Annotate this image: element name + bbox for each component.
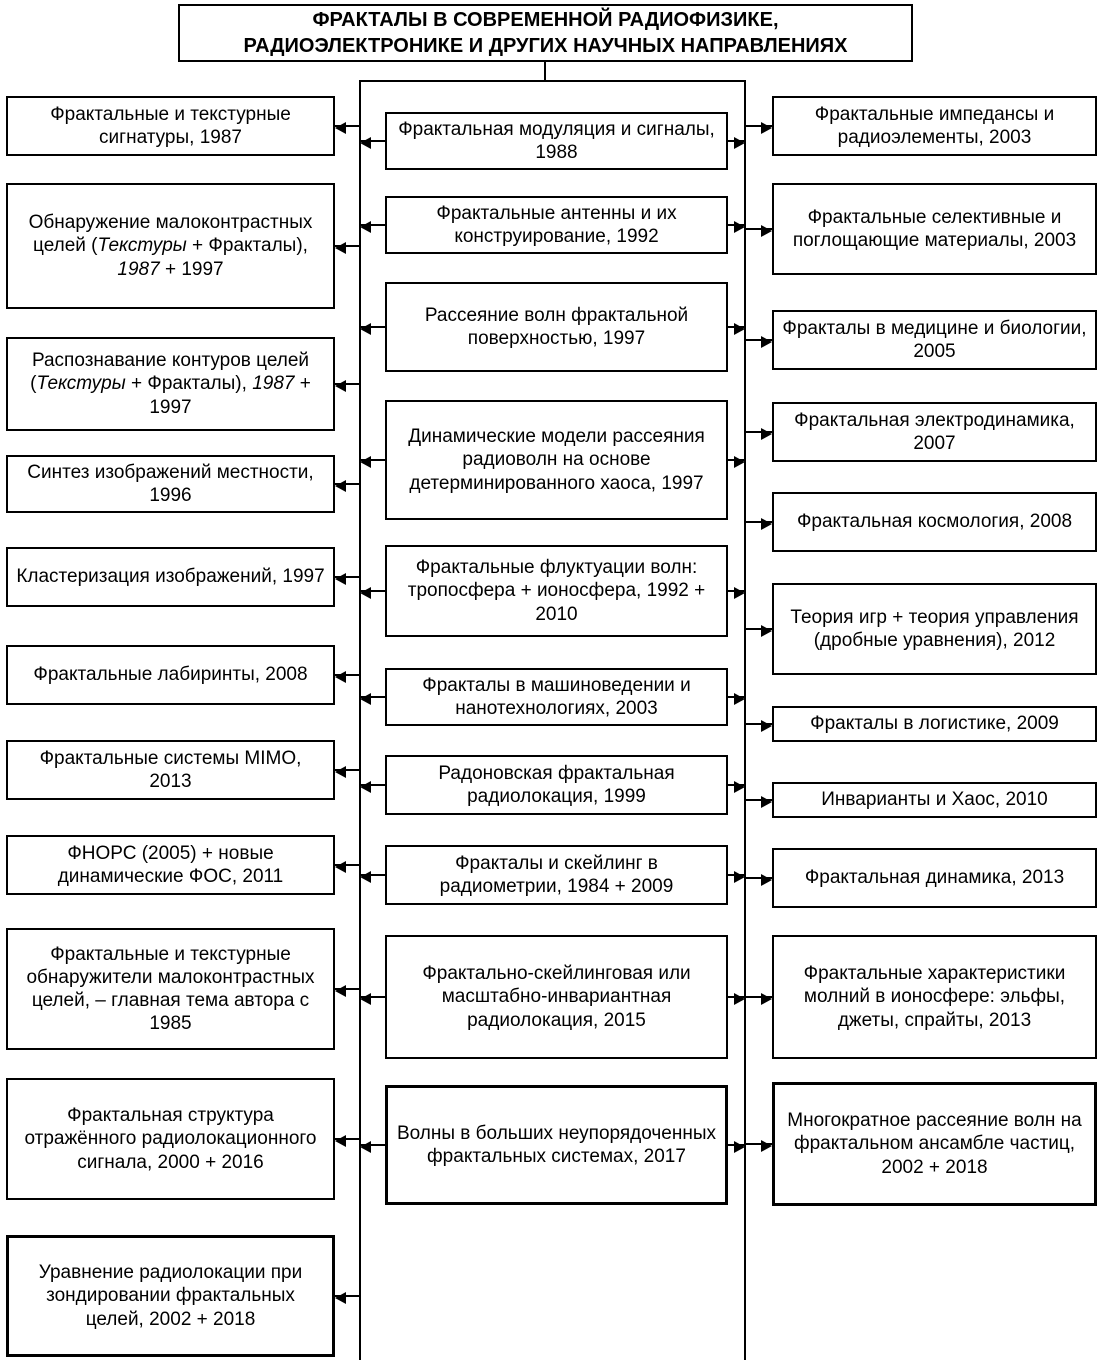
arrow-right-11 (745, 1143, 772, 1145)
node-text: Волны в больших неупорядоченных фрактальных системах, 2017 (396, 1122, 717, 1167)
arrow-left-9 (335, 988, 360, 990)
arrow-mid-right-3 (728, 326, 745, 328)
node-text: Фракталы в машиноведении и нанотехнологиях, 2003 (422, 674, 691, 719)
arrow-right-3 (745, 339, 772, 341)
node-text: Рассеяние волн фрактальной поверхностью, 1997 (424, 304, 689, 349)
arrow-mid-right-1 (728, 140, 745, 142)
arrow-mid-right-2 (728, 224, 745, 226)
arrow-mid-left-4 (360, 459, 385, 461)
node-mid-disordered-systems-waves (385, 1085, 728, 1205)
node-text: Обнаружение малоконтрастных целей (Текстуры + Фракталы), 1987 + 1997 (28, 212, 313, 280)
node-mid-radon-radar (385, 755, 728, 815)
node-right-lightning (772, 935, 1097, 1059)
arrow-left-3 (335, 383, 360, 385)
node-text: Фрактальные и текстурные обнаружители малоконтрастных целей, – главная тема автора с 1985 (26, 943, 315, 1035)
node-text: Фрактальные селективные и поглощающие материалы, 2003 (792, 206, 1077, 251)
arrow-left-6 (335, 674, 360, 676)
arrow-left-4 (335, 483, 360, 485)
node-right-electrodynamics (772, 402, 1097, 462)
arrow-mid-left-3 (360, 326, 385, 328)
arrow-mid-left-7 (360, 784, 385, 786)
arrow-right-4 (745, 431, 772, 433)
node-right-impedances (772, 96, 1097, 156)
node-left-signatures (6, 96, 335, 156)
arrow-mid-right-6 (728, 696, 745, 698)
arrow-mid-left-1 (360, 140, 385, 142)
trunk-left-line (359, 80, 361, 1360)
node-left-image-clustering (6, 547, 335, 607)
node-text: Фракталы в медицине и биологии, 2005 (782, 317, 1087, 362)
node-text: Динамические модели рассеяния радиоволн на основе детерминированного хаоса, 1997 (408, 426, 705, 494)
arrow-left-1 (335, 125, 360, 127)
node-left-contour-recognition (6, 337, 335, 431)
arrow-mid-left-9 (360, 996, 385, 998)
title-line-2: РАДИОЭЛЕКТРОНИКЕ И ДРУГИХ НАУЧНЫХ НАПРАВЛЕНИЯХ (243, 35, 848, 57)
arrow-right-1 (745, 125, 772, 127)
node-mid-scaling-radiometry (385, 845, 728, 905)
node-left-low-contrast-detection (6, 183, 335, 309)
node-right-logistics (772, 706, 1097, 742)
node-text: Фрактальная космология, 2008 (796, 511, 1073, 533)
node-text: Фрактальные импедансы и радиоэлементы, 2003 (814, 103, 1055, 148)
node-left-mimo-systems (6, 740, 335, 800)
node-text: Фрактальная модуляция и сигналы, 1988 (398, 118, 715, 163)
title-line-1: ФРАКТАЛЫ В СОВРЕМЕННОЙ РАДИОФИЗИКЕ, (312, 9, 779, 31)
node-right-fractal-dynamics (772, 848, 1097, 908)
node-text: Уравнение радиолокации при зондировании фрактальных целей, 2002 + 2018 (38, 1262, 303, 1330)
arrow-mid-left-6 (360, 696, 385, 698)
node-left-fractal-labyrinths (6, 645, 335, 705)
node-text: Фрактальные флуктуации волн: тропосфера + ионосфера, 1992 + 2010 (407, 557, 706, 625)
node-mid-dynamic-chaos-models (385, 400, 728, 520)
diagram-title (178, 4, 913, 62)
node-right-selective-materials (772, 183, 1097, 275)
node-text: Синтез изображений местности, 1996 (27, 461, 314, 506)
node-text: Фрактальная динамика, 2013 (804, 867, 1065, 889)
node-left-radar-equation (6, 1235, 335, 1357)
node-text: ФНОРС (2005) + новые динамические ФОС, 2011 (57, 842, 284, 887)
arrow-right-5 (745, 521, 772, 523)
node-text: Фрактальная электродинамика, 2007 (794, 409, 1075, 454)
arrow-mid-right-4 (728, 459, 745, 461)
node-text: Фрактальные характеристики молний в ионосфере: эльфы, джеты, спрайты, 2013 (803, 963, 1066, 1031)
arrow-mid-right-5 (728, 590, 745, 592)
node-mid-fractal-modulation (385, 112, 728, 170)
node-text: Инварианты и Хаос, 2010 (821, 789, 1048, 811)
node-text: Фрактальные и текстурные сигнатуры, 1987 (50, 103, 291, 148)
node-text: Многократное рассеяние волн на фрактальном ансамбле частиц, 2002 + 2018 (787, 1110, 1082, 1178)
node-right-invariants-chaos (772, 782, 1097, 818)
node-text: Фракталы и скейлинг в радиометрии, 1984 + 2009 (439, 852, 674, 897)
node-text: Фрактальные антенны и их конструирование, 1992 (436, 202, 677, 247)
arrow-right-10 (745, 996, 772, 998)
node-mid-machine-nano (385, 668, 728, 726)
node-left-terrain-synthesis (6, 455, 335, 513)
arrow-right-7 (745, 723, 772, 725)
arrow-mid-left-5 (360, 590, 385, 592)
node-left-reflected-signal-structure (6, 1078, 335, 1200)
arrow-left-5 (335, 576, 360, 578)
arrow-left-8 (335, 864, 360, 866)
node-text: Кластеризация изображений, 1997 (16, 566, 325, 588)
node-text: Теория игр + теория управления (дробные уравнения), 2012 (790, 606, 1079, 651)
node-right-multiple-scattering (772, 1082, 1097, 1206)
arrow-right-6 (745, 628, 772, 630)
arrow-left-11 (335, 1295, 360, 1297)
node-mid-wave-scattering-surface (385, 282, 728, 372)
arrow-mid-left-2 (360, 224, 385, 226)
arrow-left-2 (335, 245, 360, 247)
node-text: Распознавание контуров целей (Текстуры + Фракталы), 1987 + 1997 (30, 350, 311, 418)
node-left-fnors-fos (6, 835, 335, 895)
arrow-mid-right-7 (728, 784, 745, 786)
node-right-cosmology (772, 492, 1097, 552)
node-text: Фрактальная структура отражённого радиолокационного сигнала, 2000 + 2016 (24, 1105, 317, 1173)
arrow-mid-right-8 (728, 874, 745, 876)
arrow-mid-right-10 (728, 1144, 745, 1146)
arrow-right-9 (745, 877, 772, 879)
arrow-mid-left-8 (360, 874, 385, 876)
arrow-left-7 (335, 769, 360, 771)
arrow-left-10 (335, 1138, 360, 1140)
node-text: Фрактальные системы MIMO, 2013 (39, 747, 302, 792)
node-text: Фрактальные лабиринты, 2008 (33, 664, 308, 686)
arrow-right-2 (745, 228, 772, 230)
node-mid-scale-invariant-radar (385, 935, 728, 1059)
node-mid-fractal-antennas (385, 196, 728, 254)
arrow-mid-right-9 (728, 996, 745, 998)
node-text: Фрактально-скейлинговая или масштабно-инвариантная радиолокация, 2015 (422, 963, 691, 1031)
node-text: Фракталы в логистике, 2009 (810, 713, 1059, 735)
trunk-right-line (744, 80, 746, 1360)
trunk-top-line (359, 80, 746, 82)
node-right-medicine-biology (772, 310, 1097, 370)
node-text: Радоновская фрактальная радиолокация, 1999 (438, 762, 675, 807)
node-mid-wave-fluctuations (385, 545, 728, 637)
node-right-game-control-theory (772, 583, 1097, 675)
node-left-texture-detectors (6, 928, 335, 1050)
title-connector-line (544, 62, 546, 82)
arrow-mid-left-10 (360, 1144, 385, 1146)
arrow-right-8 (745, 799, 772, 801)
